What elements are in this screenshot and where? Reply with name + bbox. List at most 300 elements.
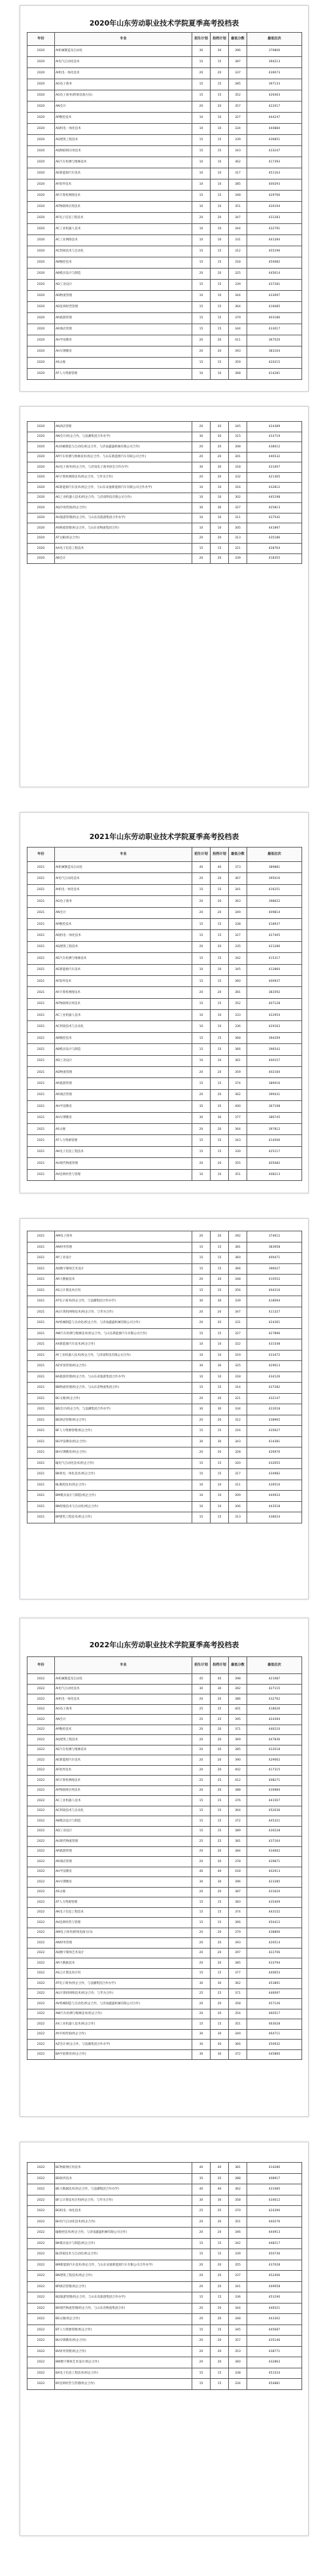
filed-plan-cell: 30 xyxy=(211,432,229,442)
min-rank-cell: 389881 xyxy=(247,862,302,873)
min-score-cell: 379 xyxy=(229,313,247,324)
major-cell: AG电子商务 xyxy=(55,79,192,90)
year-cell: 2021 xyxy=(27,1469,55,1480)
year-cell: 2021 xyxy=(27,1328,55,1339)
major-cell: AS云计算技术应用 xyxy=(55,1968,192,1979)
filed-plan-cell: 15 xyxy=(211,2019,229,2030)
filed-plan-cell: 45 xyxy=(211,1674,229,1685)
filed-plan-cell: 10 xyxy=(211,124,229,135)
year-cell: 2021 xyxy=(27,1491,55,1502)
table-row xyxy=(27,246,302,257)
plan-cell: 15 xyxy=(192,918,211,929)
filed-plan-cell: 20 xyxy=(211,1089,229,1100)
min-rank-cell: 410552 xyxy=(247,1275,302,1286)
table-row xyxy=(27,2292,302,2304)
table-row xyxy=(27,1785,302,1796)
major-cell: AM电子商务(跨境电商方向) xyxy=(55,1928,192,1938)
min-rank-cell: 446097 xyxy=(247,1988,302,1999)
table-row xyxy=(27,168,302,179)
min-score-cell: 387 xyxy=(229,1887,247,1897)
filed-plan-cell: 20 xyxy=(211,2314,229,2325)
table-row xyxy=(27,79,302,90)
min-rank-cell: 439516 xyxy=(247,1480,302,1491)
column-header: 投档计划 xyxy=(211,848,229,862)
min-rank-cell: 421365 xyxy=(247,472,302,483)
plan-cell: 10 xyxy=(192,369,211,380)
admission-table xyxy=(27,847,302,1181)
major-cell: AY市场营销(校企合作) xyxy=(55,2029,192,2040)
filed-plan-cell: 35 xyxy=(211,1101,229,1112)
table-row xyxy=(27,1735,302,1745)
year-cell: 2021 xyxy=(27,1307,55,1318)
min-rank-cell: 433794 xyxy=(247,1958,302,1969)
min-score-cell: 386 xyxy=(229,1694,247,1705)
major-cell: BN建筑工程技术(校企合作) xyxy=(55,2271,192,2282)
plan-cell: 40 xyxy=(192,2184,211,2195)
filed-plan-cell: 30 xyxy=(211,2029,229,2040)
major-cell: AN财务管理 xyxy=(55,1242,192,1253)
table-row xyxy=(27,302,302,313)
major-cell: AN会计 xyxy=(55,102,192,113)
year-cell: 2020 xyxy=(27,324,55,335)
year-cell: 2021 xyxy=(27,873,55,884)
filed-plan-cell: 10 xyxy=(211,1491,229,1502)
table-row xyxy=(27,2184,302,2195)
plan-cell: 20 xyxy=(192,1999,211,2009)
min-rank-cell: 448217 xyxy=(247,2238,302,2249)
year-cell: 2022 xyxy=(27,1979,55,1989)
min-score-cell: 387 xyxy=(229,57,247,68)
plan-cell: 20 xyxy=(192,2281,211,2292)
major-cell: AD工业设计 xyxy=(55,1826,192,1837)
table-row xyxy=(27,1318,302,1329)
filed-plan-cell: 25 xyxy=(211,1776,229,1786)
filed-plan-cell: 15 xyxy=(211,2324,229,2336)
min-score-cell: 393 xyxy=(229,1938,247,1949)
major-cell: AK电子信息工程技术 xyxy=(55,1146,192,1157)
year-cell: 2020 xyxy=(27,257,55,269)
major-cell: AE汽车检测与维修技术 xyxy=(55,953,192,964)
column-header: 最低分数 xyxy=(229,33,247,46)
year-cell: 2020 xyxy=(27,90,55,102)
plan-cell: 15 xyxy=(192,246,211,257)
plan-cell: 40 xyxy=(192,862,211,873)
min-rank-cell: 438024 xyxy=(247,1512,302,1523)
table-row xyxy=(27,1491,302,1502)
min-rank-cell: 437281 xyxy=(247,280,302,291)
table-row xyxy=(27,493,302,503)
year-cell: 2020 xyxy=(27,422,55,432)
min-score-cell: 359 xyxy=(229,358,247,369)
table-row xyxy=(27,862,302,873)
year-cell: 2021 xyxy=(27,975,55,986)
filed-plan-cell: 20 xyxy=(211,269,229,280)
year-cell: 2022 xyxy=(27,1674,55,1685)
min-score-cell: 327 xyxy=(229,113,247,124)
filed-plan-cell: 20 xyxy=(211,1725,229,1735)
min-rank-cell: 434982 xyxy=(247,1469,302,1480)
filed-plan-cell: 15 xyxy=(211,1328,229,1339)
min-score-cell: 388 xyxy=(229,2173,247,2184)
year-cell: 2022 xyxy=(27,2292,55,2304)
min-rank-cell: 443302 xyxy=(247,2314,302,2325)
major-cell: AF计算机网络技术 xyxy=(55,191,192,202)
filed-plan-cell: 20 xyxy=(211,1938,229,1949)
filed-plan-cell: 40 xyxy=(211,2163,229,2174)
min-rank-cell: 431283 xyxy=(247,213,302,224)
plan-cell: 30 xyxy=(192,503,211,513)
table-row xyxy=(27,135,302,146)
min-score-cell: 357 xyxy=(229,102,247,113)
table-row xyxy=(27,1231,302,1242)
min-rank-cell: 424389 xyxy=(247,422,302,432)
major-cell: AH旅游管理(校企合作，与山东省旅游集团合作办学) xyxy=(55,513,192,523)
filed-plan-cell: 15 xyxy=(211,302,229,313)
year-cell: 2020 xyxy=(27,358,55,369)
min-score-cell: 334 xyxy=(229,124,247,135)
major-cell: AI机械制造及自动化 xyxy=(55,862,192,873)
filed-plan-cell: 20 xyxy=(211,1745,229,1755)
table-row xyxy=(27,1684,302,1694)
plan-cell: 20 xyxy=(192,1307,211,1318)
table-row xyxy=(27,930,302,941)
page-2022-part1 xyxy=(20,1618,309,2117)
plan-cell: 15 xyxy=(192,191,211,202)
year-cell: 2020 xyxy=(27,157,55,168)
min-score-cell: 385 xyxy=(229,1745,247,1755)
min-rank-cell: 415317 xyxy=(247,953,302,964)
major-cell: AQ市场营销(校企合作) xyxy=(55,503,192,513)
plan-cell: 15 xyxy=(192,2238,211,2249)
table-row xyxy=(27,2336,302,2347)
filed-plan-cell: 10 xyxy=(211,1021,229,1032)
min-score-cell: 301 xyxy=(229,452,247,462)
min-rank-cell: 402184 xyxy=(247,1067,302,1078)
min-rank-cell: 441507 xyxy=(247,1796,302,1806)
major-cell: AF物联网应用技术 xyxy=(55,202,192,213)
min-score-cell: 374 xyxy=(229,1907,247,1918)
plan-cell: 20 xyxy=(192,1694,211,1705)
plan-cell: 10 xyxy=(192,1010,211,1021)
year-cell: 2021 xyxy=(27,1263,55,1275)
year-cell: 2020 xyxy=(27,224,55,235)
major-cell: AQ建筑工程技术 xyxy=(55,1735,192,1745)
table-row xyxy=(27,553,302,564)
table-header-row xyxy=(27,1657,302,1674)
major-cell: AT文秘(校企合作) xyxy=(55,533,192,544)
min-score-cell: 306 xyxy=(229,1501,247,1512)
major-cell: AB数控技术 xyxy=(55,1032,192,1043)
major-cell: AF物联网应用技术 xyxy=(55,1785,192,1796)
min-rank-cell: 439871 xyxy=(247,1857,302,1867)
table-row xyxy=(27,1725,302,1735)
filed-plan-cell: 10 xyxy=(211,369,229,380)
year-cell: 2020 xyxy=(27,369,55,380)
year-cell: 2020 xyxy=(27,124,55,135)
year-cell: 2021 xyxy=(27,941,55,952)
min-score-cell: 336 xyxy=(229,2292,247,2304)
table-row xyxy=(27,369,302,380)
table-row xyxy=(27,68,302,79)
major-cell: AE汽车检测与维修技术 xyxy=(55,157,192,168)
filed-plan-cell: 30 xyxy=(211,2049,229,2060)
plan-cell: 30 xyxy=(192,1684,211,1694)
filed-plan-cell: 30 xyxy=(211,2040,229,2050)
year-cell: 2021 xyxy=(27,1501,55,1512)
plan-cell: 25 xyxy=(192,1837,211,1847)
table-row xyxy=(27,1307,302,1318)
table-row xyxy=(27,1755,302,1766)
year-cell: 2022 xyxy=(27,1776,55,1786)
plan-cell: 30 xyxy=(192,2049,211,2060)
major-cell: AH学前教育 xyxy=(55,1867,192,1877)
major-cell: AS文秘 xyxy=(55,1123,192,1134)
major-cell: AI机械制造及自动化 xyxy=(55,1674,192,1685)
table-row xyxy=(27,1328,302,1339)
year-cell: 2021 xyxy=(27,1436,55,1447)
year-cell: 2022 xyxy=(27,2357,55,2368)
year-cell: 2022 xyxy=(27,2195,55,2206)
year-cell: 2020 xyxy=(27,493,55,503)
column-header: 专业 xyxy=(55,848,192,862)
filed-plan-cell: 25 xyxy=(211,1837,229,1847)
table-row xyxy=(27,1055,302,1066)
min-score-cell: 371 xyxy=(229,1725,247,1735)
min-score-cell: 354 xyxy=(229,2009,247,2019)
min-score-cell: 319 xyxy=(229,1350,247,1361)
year-cell: 2020 xyxy=(27,523,55,534)
min-rank-cell: 445614 xyxy=(247,269,302,280)
filed-plan-cell: 15 xyxy=(211,2238,229,2249)
min-score-cell: 316 xyxy=(229,483,247,493)
min-rank-cell: 437542 xyxy=(247,513,302,523)
min-rank-cell: 431548 xyxy=(247,1339,302,1351)
min-score-cell: 411 xyxy=(229,335,247,346)
plan-cell: 20 xyxy=(192,2228,211,2239)
min-rank-cell: 451524 xyxy=(247,2368,302,2379)
table-row xyxy=(27,269,302,280)
min-rank-cell: 432812 xyxy=(247,483,302,493)
table-row xyxy=(27,57,302,68)
min-score-cell: 381 xyxy=(229,1837,247,1847)
year-cell: 2021 xyxy=(27,1158,55,1169)
plan-cell: 10 xyxy=(192,523,211,534)
major-cell: AQ机电一体化技术 xyxy=(55,930,192,941)
min-score-cell: 371 xyxy=(229,1988,247,1999)
min-rank-cell: 394209 xyxy=(247,1032,302,1043)
table-row xyxy=(27,224,302,235)
plan-cell: 20 xyxy=(192,2303,211,2314)
min-rank-cell: 440933 xyxy=(247,1491,302,1502)
year-cell: 2020 xyxy=(27,452,55,462)
major-cell: AB数控技术 xyxy=(55,257,192,269)
min-rank-cell: 405082 xyxy=(247,1158,302,1169)
major-cell: AQ数字媒体艺术设计 xyxy=(55,1948,192,1958)
min-rank-cell: 437164 xyxy=(247,1837,302,1847)
year-cell: 2020 xyxy=(27,79,55,90)
column-header: 投档计划 xyxy=(211,1657,229,1674)
table-row xyxy=(27,1383,302,1394)
table-row xyxy=(27,280,302,291)
table-row xyxy=(27,2173,302,2184)
min-score-cell: 343 xyxy=(229,146,247,157)
plan-cell: 15 xyxy=(192,2292,211,2304)
plan-cell: 10 xyxy=(192,1372,211,1383)
major-cell: AX工业机器人技术(校企合作) xyxy=(55,2019,192,2030)
filed-plan-cell: 25 xyxy=(211,1988,229,1999)
min-rank-cell: 440884 xyxy=(247,124,302,135)
major-cell: AF物联网应用技术 xyxy=(55,998,192,1009)
min-score-cell: 327 xyxy=(229,503,247,513)
min-rank-cell: 435146 xyxy=(247,2336,302,2347)
year-cell: 2022 xyxy=(27,2324,55,2336)
min-score-cell: 344 xyxy=(229,291,247,302)
major-cell: AP工业设计 xyxy=(55,1253,192,1264)
year-cell: 2022 xyxy=(27,2238,55,2249)
filed-plan-cell: 10 xyxy=(211,1501,229,1512)
plan-cell: 15 xyxy=(192,1806,211,1816)
filed-plan-cell: 20 xyxy=(211,2336,229,2347)
table-row xyxy=(27,884,302,895)
year-cell: 2022 xyxy=(27,1999,55,2009)
min-rank-cell: 433472 xyxy=(247,1350,302,1361)
min-rank-cell: 424394 xyxy=(247,1715,302,1725)
min-rank-cell: 427405 xyxy=(247,930,302,941)
filed-plan-cell: 15 xyxy=(211,1242,229,1253)
major-cell: AB会计 xyxy=(55,553,192,564)
plan-cell: 25 xyxy=(192,1776,211,1786)
plan-cell: 30 xyxy=(192,1361,211,1372)
major-cell: AI电气自动化技术 xyxy=(55,1684,192,1694)
year-cell: 2020 xyxy=(27,269,55,280)
min-rank-cell: 386745 xyxy=(247,1112,302,1123)
year-cell: 2022 xyxy=(27,1684,55,1694)
min-rank-cell: 430984 xyxy=(247,1785,302,1796)
plan-cell: 20 xyxy=(192,472,211,483)
table-row xyxy=(27,896,302,907)
table-row xyxy=(27,432,302,442)
major-cell: AF软件技术 xyxy=(55,1765,192,1776)
min-score-cell: 309 xyxy=(229,1491,247,1502)
filed-plan-cell: 20 xyxy=(211,941,229,952)
table-row xyxy=(27,157,302,168)
min-score-cell: 337 xyxy=(229,68,247,79)
plan-cell: 20 xyxy=(192,896,211,907)
table-row xyxy=(27,2314,302,2325)
year-cell: 2022 xyxy=(27,2303,55,2314)
plan-cell: 10 xyxy=(192,483,211,493)
year-cell: 2022 xyxy=(27,2249,55,2260)
filed-plan-cell: 30 xyxy=(211,1112,229,1123)
min-rank-cell: 403186 xyxy=(247,313,302,324)
plan-cell: 15 xyxy=(192,2249,211,2260)
plan-cell: 20 xyxy=(192,1755,211,1766)
filed-plan-cell: 10 xyxy=(211,1372,229,1383)
min-score-cell: 366 xyxy=(229,1263,247,1275)
filed-plan-cell: 20 xyxy=(211,1067,229,1078)
plan-cell: 20 xyxy=(192,1393,211,1404)
table-row xyxy=(27,1123,302,1134)
plan-cell: 20 xyxy=(192,1948,211,1958)
min-rank-cell: 426194 xyxy=(247,202,302,213)
plan-cell: 20 xyxy=(192,1735,211,1745)
plan-cell: 30 xyxy=(192,1296,211,1307)
table-row xyxy=(27,1436,302,1447)
year-cell: 2021 xyxy=(27,930,55,941)
year-cell: 2021 xyxy=(27,1383,55,1394)
filed-plan-cell: 20 xyxy=(211,1318,229,1329)
min-score-cell: 351 xyxy=(229,2019,247,2030)
table-row xyxy=(27,1674,302,1685)
column-header: 最低分数 xyxy=(229,848,247,862)
major-cell: BD会计(校企合作，与浪潮集团合作办学) xyxy=(55,1404,192,1415)
min-score-cell: 361 xyxy=(229,1055,247,1066)
major-cell: AB模具设计与制造 xyxy=(55,269,192,280)
year-cell: 2021 xyxy=(27,1231,55,1242)
filed-plan-cell: 10 xyxy=(211,224,229,235)
filed-plan-cell: 20 xyxy=(211,2303,229,2314)
year-cell: 2022 xyxy=(27,2049,55,2060)
year-cell: 2021 xyxy=(27,1067,55,1078)
plan-cell: 15 xyxy=(192,1253,211,1264)
min-score-cell: 381 xyxy=(229,987,247,998)
min-rank-cell: 424390 xyxy=(247,2206,302,2217)
min-score-cell: 322 xyxy=(229,1339,247,1351)
min-score-cell: 345 xyxy=(229,422,247,432)
year-cell: 2022 xyxy=(27,1826,55,1837)
major-cell: AV连锁经营与管理 xyxy=(55,1169,192,1180)
min-score-cell: 355 xyxy=(229,2260,247,2271)
plan-cell: 15 xyxy=(192,1285,211,1296)
plan-cell: 20 xyxy=(192,1725,211,1735)
min-score-cell: 356 xyxy=(229,1285,247,1296)
filed-plan-cell: 15 xyxy=(211,1146,229,1157)
min-score-cell: 344 xyxy=(229,224,247,235)
major-cell: AZ市场营销(校企合作) xyxy=(55,1361,192,1372)
filed-plan-cell: 20 xyxy=(211,533,229,544)
filed-plan-cell: 20 xyxy=(211,896,229,907)
min-rank-cell: 433518 xyxy=(247,1745,302,1755)
plan-cell: 20 xyxy=(192,1447,211,1459)
year-cell: 2022 xyxy=(27,2228,55,2239)
table-row xyxy=(27,2357,302,2368)
year-cell: 2020 xyxy=(27,146,55,157)
table-row xyxy=(27,1887,302,1897)
major-cell: AW汽车检测与维修技术(校企合作) xyxy=(55,2009,192,2019)
min-score-cell: 325 xyxy=(229,269,247,280)
filed-plan-cell: 20 xyxy=(211,1123,229,1134)
min-score-cell: 395 xyxy=(229,1715,247,1725)
year-cell: 2022 xyxy=(27,1948,55,1958)
filed-plan-cell: 15 xyxy=(211,1263,229,1275)
plan-cell: 20 xyxy=(192,1938,211,1949)
major-cell: AD工业设计 xyxy=(55,280,192,291)
year-cell: 2020 xyxy=(27,472,55,483)
table-row xyxy=(27,1242,302,1253)
year-cell: 2022 xyxy=(27,1785,55,1796)
min-rank-cell: 418937 xyxy=(247,918,302,929)
plan-cell: 20 xyxy=(192,213,211,224)
filed-plan-cell: 15 xyxy=(211,324,229,335)
filed-plan-cell: 20 xyxy=(211,1846,229,1857)
filed-plan-cell: 15 xyxy=(211,135,229,146)
table-row xyxy=(27,2216,302,2228)
min-rank-cell: 427115 xyxy=(247,1684,302,1694)
min-rank-cell: 433247 xyxy=(247,146,302,157)
plan-cell: 20 xyxy=(192,2009,211,2019)
major-cell: AF计算机网络技术 xyxy=(55,1776,192,1786)
year-cell: 2021 xyxy=(27,1089,55,1100)
